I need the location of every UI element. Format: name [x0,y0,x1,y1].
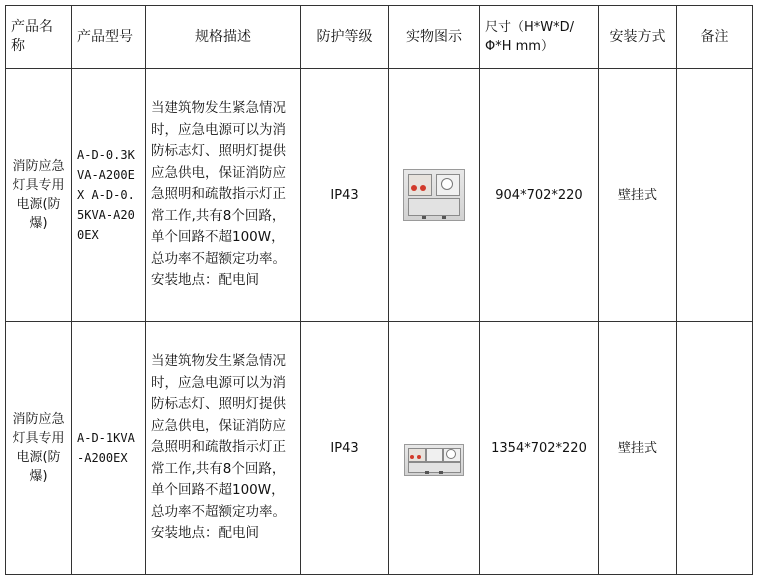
table-row [6,322,753,575]
dimension-cell: 1354*702*220 [480,322,599,575]
header-note: 备注 [677,6,753,69]
header-name: 产品名称 [6,6,72,69]
note-cell [677,69,753,322]
install-method-cell: 壁挂式 [599,69,677,322]
product-spec-table [5,5,753,575]
header-size: 尺寸（H*W*D/Φ*H mm） [480,6,599,69]
table-row [6,69,753,322]
spec-description-cell: 当建筑物发生紧急情况时，应急电源可以为消防标志灯、照明灯提供应急供电，保证消防应急照明和疏散指示灯正常工作,共有8个回路，单个回路不超100W，总功率不超额定功率。安装地点：配电间 [146,69,301,322]
protection-level-cell: IP43 [301,322,389,575]
product-name-cell: 消防应急灯具专用电源(防爆) [6,69,72,322]
header-install: 安装方式 [599,6,677,69]
product-model-cell: A-D-1KVA-A200EX [72,322,146,575]
product-photo-cell [389,69,480,322]
protection-level-cell: IP43 [301,69,389,322]
install-method-cell: 壁挂式 [599,322,677,575]
note-cell [677,322,753,575]
table-header-row [6,6,753,69]
power-cabinet-image [403,169,465,221]
header-model: 产品型号 [72,6,146,69]
header-ip: 防护等级 [301,6,389,69]
header-photo: 实物图示 [389,6,480,69]
product-name-cell: 消防应急灯具专用电源(防爆) [6,322,72,575]
product-photo-cell [389,322,480,575]
header-desc: 规格描述 [146,6,301,69]
product-model-cell: A-D-0.3KVA-A200EX A-D-0.5KVA-A200EX [72,69,146,322]
dimension-cell: 904*702*220 [480,69,599,322]
power-cabinet-image [404,444,464,476]
spec-description-cell: 当建筑物发生紧急情况时，应急电源可以为消防标志灯、照明灯提供应急供电，保证消防应急照明和疏散指示灯正常工作,共有8个回路，单个回路不超100W，总功率不超额定功率。安装地点：配电间 [146,322,301,575]
